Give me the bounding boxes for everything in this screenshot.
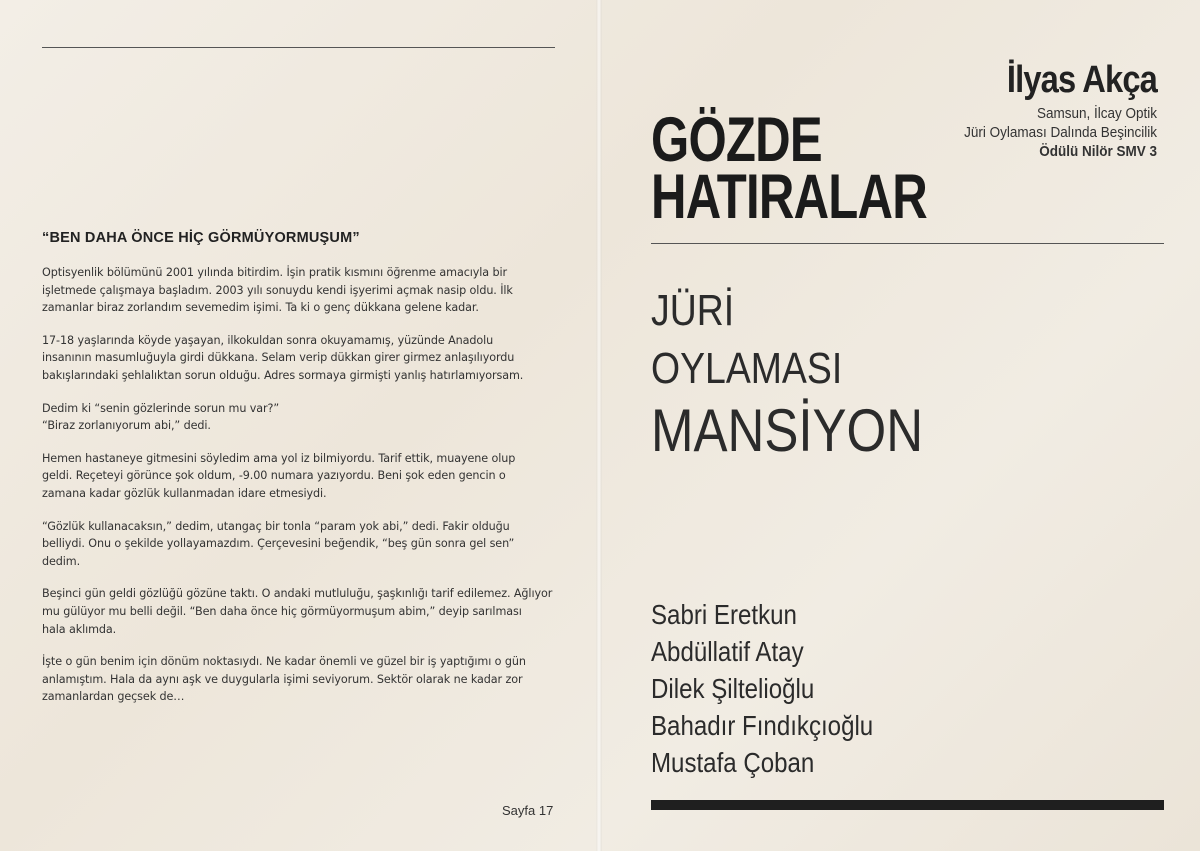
paragraph (42, 585, 564, 638)
text-line: “Gözlük kullanacaksın,” dedim, utangaç bir tonla “param yok abi,” dedi. Fakir olduğu (42, 519, 510, 533)
section-title-line: HATIRALAR (651, 162, 927, 232)
text-line: insanının masumluğuyla girdi dükkana. Selam verip dükkan girer girmez anlaşılıyordu (42, 351, 515, 365)
text-line: zamanlardan geçsek de… (42, 690, 185, 704)
text-line: Dedim ki “senin gözlerinde sorun mu var?” (42, 401, 280, 415)
text-line: bakışlarındaki şehlalıktan sorun olduğu. Adres sormaya girmişti yanlış hatırlamıyorsam. (42, 368, 524, 382)
text-line: Optisyenlik bölümünü 2001 yılında bitirdim. İşin pratik kısmını öğrenme amacıyla bir (42, 266, 508, 279)
text-line: anlamıştım. Hala da aynı aşk ve duygularla işimi seviyorum. Sektör olarak ne kadar zor (42, 672, 523, 686)
top-divider (42, 47, 555, 48)
section-title-line: GÖZDE (651, 105, 822, 175)
text-line: 17-18 yaşlarında köyde yaşayan, ilkokuldan sonra okuyamamış, yüzünde Anadolu (42, 333, 494, 347)
text-line: İşte o gün benim için dönüm noktasıydı. Ne kadar önemli ve güzel bir iş yaptığımı o gün (42, 655, 526, 669)
jury-member: Mustafa Çoban (651, 747, 815, 778)
jury-member-list (651, 596, 909, 781)
author-prize: Ödülü Nilör SMV 3 (1039, 143, 1157, 160)
author-name: İlyas Akça (1006, 59, 1157, 101)
article-body (42, 264, 564, 721)
text-line: belliydi. Onu o şekilde yollayamazdım. Çerçevesini beğendik, “beş gün sonra gel sen” (42, 537, 515, 551)
text-line: Hemen hastaneye gitmesini söyledim ama yol iz bilmiyordu. Tarif ettik, muayene olup (42, 451, 516, 465)
paragraph (42, 332, 564, 385)
author-location: Samsun, İlcay Optik (1036, 105, 1157, 122)
jury-heading-line: OYLAMASI (651, 344, 843, 393)
paragraph (42, 653, 564, 706)
page-number: Sayfa 17 (502, 803, 554, 818)
text-line: dedim. (42, 554, 81, 568)
text-line: Beşinci gün geldi gözlüğü gözüne taktı. O andaki mutluluğu, şaşkınlığı tarif edilemez. Ağlıyor (42, 587, 553, 601)
jury-heading-line: JÜRİ (651, 286, 735, 335)
author-award: Jüri Oylaması Dalında Beşincilik (964, 124, 1157, 141)
jury-heading-mention: MANSİYON (651, 397, 924, 464)
paragraph (42, 518, 564, 571)
paragraph (42, 450, 564, 503)
article-title: “BEN DAHA ÖNCE HİÇ GÖRMÜYORMUŞUM” (42, 230, 360, 246)
jury-heading (651, 282, 971, 464)
bottom-bar (651, 800, 1164, 810)
jury-member: Sabri Eretkun (651, 599, 797, 630)
jury-member: Abdüllatif Atay (651, 636, 804, 667)
text-line: mu gülüyor mu belli değil. “Ben daha önce hiç görmüyormuşum abim,” deyip sarılması (42, 604, 522, 618)
paragraph (42, 400, 564, 435)
title-divider (651, 243, 1164, 244)
text-line: zamanlar biraz zorlandım sevemedim işimi. Ta ki o genç dükkana gelene kadar. (42, 301, 479, 315)
text-line: hala aklımda. (42, 622, 117, 636)
paragraph (42, 264, 564, 317)
text-line: “Biraz zorlanıyorum abi,” dedi. (42, 419, 211, 433)
jury-member: Bahadır Fındıkçıoğlu (651, 710, 874, 741)
section-title (651, 105, 927, 232)
text-line: geldi. Reçeteyi görünce şok oldum, -9.00 numara yazıyordu. Beni şok eden gencin o (42, 469, 506, 483)
text-line: zamana kadar gözlük kullanmadan idare etmesiydi. (42, 486, 327, 500)
jury-member: Dilek Şiltelioğlu (651, 673, 815, 704)
text-line: işletmede çalışmaya başladım. 2003 yılı sonuydu kendi işyerimi açmak nasip oldu. İlk (42, 283, 513, 297)
